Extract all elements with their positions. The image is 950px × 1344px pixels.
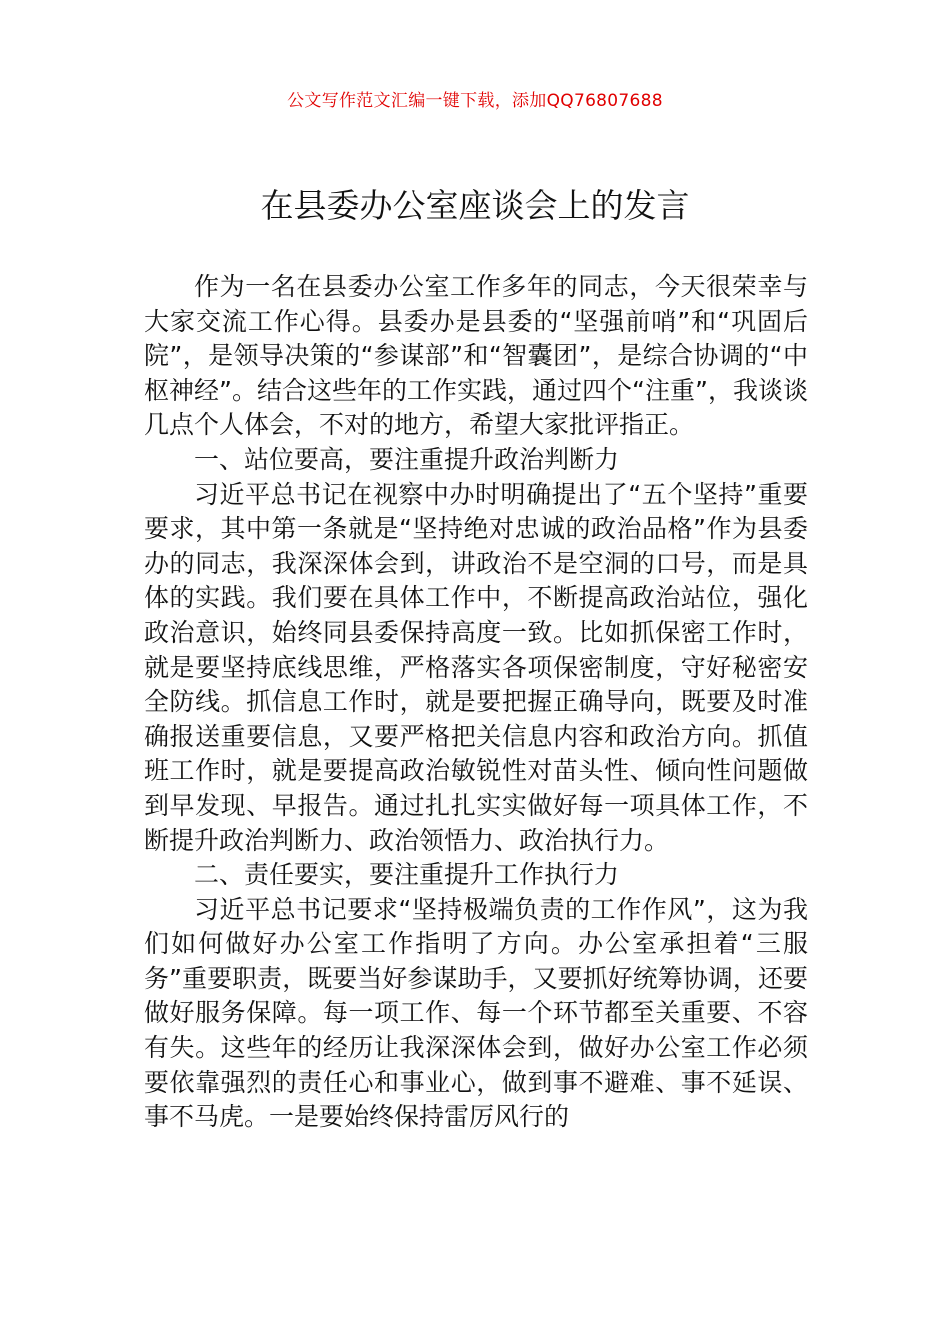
section-heading-1: 一、站位要高，要注重提升政治判断力 <box>194 444 620 474</box>
document-title: 在县委办公室座谈会上的发言 <box>260 186 690 225</box>
paragraph-intro: 作为一名在县委办公室工作多年的同志，今天很荣幸与大家交流工作心得。县委办是县委的“坚强前哨”和“巩固后院”，是领导决策的“参谋部”和“智囊团”，是综合协调的“中枢神经”。结合这些年的工作实践，通过四个“注重”，我谈谈几点个人体会，不对的地方，希望大家批评指正。 <box>144 272 808 440</box>
section-heading-2: 二、责任要实，要注重提升工作执行力 <box>194 860 620 890</box>
document-body <box>144 270 808 1135</box>
header-note: 公文写作范文汇编一键下载，添加QQ76807688 <box>287 91 663 111</box>
paragraph-section-1: 习近平总书记在视察中办时明确提出了“五个坚持”重要要求，其中第一条就是“坚持绝对忠诚的政治品格”作为县委办的同志，我深深体会到，讲政治不是空洞的口号，而是具体的实践。我们要在具体工作中，不断提高政治站位，强化政治意识，始终同县委保持高度一致。比如抓保密工作时，就是要坚持底线思维，严格落实各项保密制度，守好秘密安全防线。抓信息工作时，就是要把握正确导向，既要及时准确报送重要信息，又要严格把关信息内容和政治方向。抓值班工作时，就是要提高政治敏锐性对苗头性、倾向性问题做到早发现、早报告。通过扎扎实实做好每一项具体工作，不断提升政治判断力、政治领悟力、政治执行力。 <box>144 479 808 855</box>
paragraph-section-2: 习近平总书记要求“坚持极端负责的工作作风”，这为我们如何做好办公室工作指明了方向。办公室承担着“三服务”重要职责，既要当好参谋助手，又要抓好统筹协调，还要做好服务保障。每一项工作、每一个环节都至关重要、不容有失。这些年的经历让我深深体会到，做好办公室工作必须要依靠强烈的责任心和事业心，做到事不避难、事不延误、事不马虎。一是要始终保持雷厉风行的 <box>144 894 808 1132</box>
